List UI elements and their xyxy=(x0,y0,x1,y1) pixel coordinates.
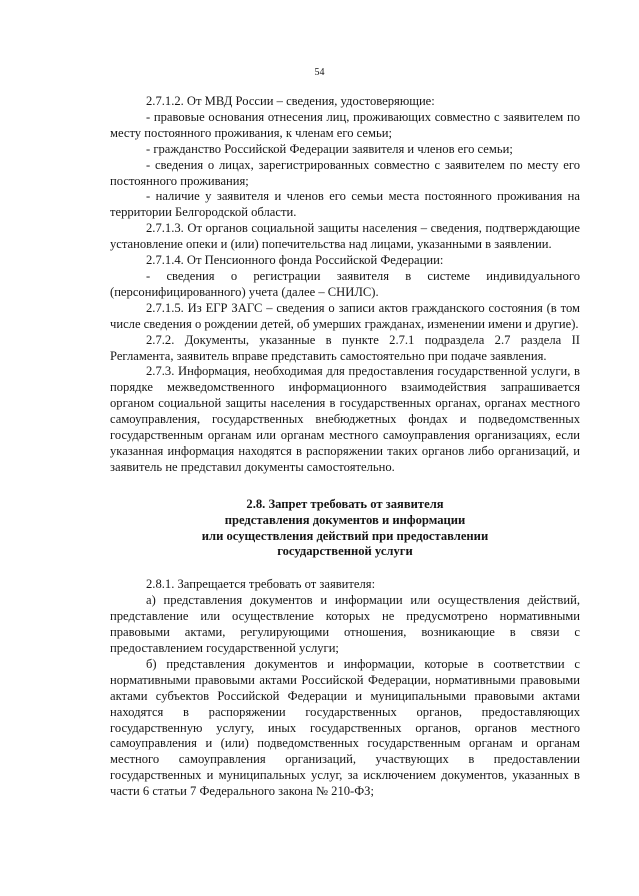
paragraph: а) представления документов и информации или осуществления действий, представление или осуществление которых не предусмотрено нормативными правовыми актами, регулирующими отношения, возникающие в связи с предоставлением государственной услуги; xyxy=(110,593,580,655)
paragraph: - наличие у заявителя и членов его семьи места постоянного проживания на территории Белгородской области. xyxy=(110,189,580,220)
paragraph: 2.7.2. Документы, указанные в пункте 2.7.1 подраздела 2.7 раздела II Регламента, заявитель вправе представить самостоятельно при подаче заявления. xyxy=(110,332,580,363)
heading-line: или осуществления действий при предоставлении xyxy=(201,528,489,543)
paragraph: 2.7.3. Информация, необходимая для предоставления государственной услуги, в порядке межведомственного информационного взаимодействия запрашивается органом социальной защиты населения в государственных органах, органах местного самоуправления, государственных внебюджетных фондах и подведомственных государственным органам или органам местного самоуправления организациях, если указанная информация находятся в распоряжении таких органов либо организаций, и заявитель не представил документы самостоятельно. xyxy=(110,364,580,474)
paragraph: 2.7.1.4. От Пенсионного фонда Российской Федерации: xyxy=(146,253,444,268)
paragraph: 2.7.1.2. От МВД России – сведения, удостоверяющие: xyxy=(146,94,435,108)
paragraph: - гражданство Российской Федерации заявителя и членов его семьи; xyxy=(146,141,513,156)
heading-line: 2.8. Запрет требовать от заявителя xyxy=(246,496,444,511)
paragraph: б) представления документов и информации, которые в соответствии с нормативными правовыми актами Российской Федерации, нормативными правовыми актами субъектов Российской Федерации и муниципальными правовыми актами находятся в распоряжении государственных органов, предоставляющих государственную услугу, иных государственных органов, органов местного самоуправления и (или) подведомственных государственным органам и органам местного самоуправления организаций, участвующих в предоставлении государственных и муниципальных услуг, за исключением документов, указанных в части 6 статьи 7 Федерального закона № 210-ФЗ; xyxy=(110,656,580,799)
heading-line: представления документов и информации xyxy=(224,512,466,527)
paragraph: - сведения о лицах, зарегистрированных совместно с заявителем по месту его постоянного проживания; xyxy=(110,157,580,188)
document-body xyxy=(110,94,580,800)
paragraph: - сведения о регистрации заявителя в системе индивидуального (персонифицированного) учета (далее – СНИЛС). xyxy=(110,268,580,299)
section-heading xyxy=(110,497,580,561)
paragraph: 2.7.1.5. Из ЕГР ЗАГС – сведения о записи актов гражданского состояния (в том числе сведения о рождении детей, об умерших гражданах, изменении имени и другие). xyxy=(110,300,580,331)
paragraph: - правовые основания отнесения лиц, проживающих совместно с заявителем по месту постоянного проживания, к членам его семьи; xyxy=(110,109,580,140)
page-number: 54 xyxy=(314,67,325,78)
paragraph: 2.7.1.3. От органов социальной защиты населения – сведения, подтверждающие установление опеки и (или) попечительства над лицами, указанными в заявлении. xyxy=(110,221,580,252)
heading-line: государственной услуги xyxy=(277,544,413,559)
paragraph: 2.8.1. Запрещается требовать от заявителя: xyxy=(146,577,376,592)
